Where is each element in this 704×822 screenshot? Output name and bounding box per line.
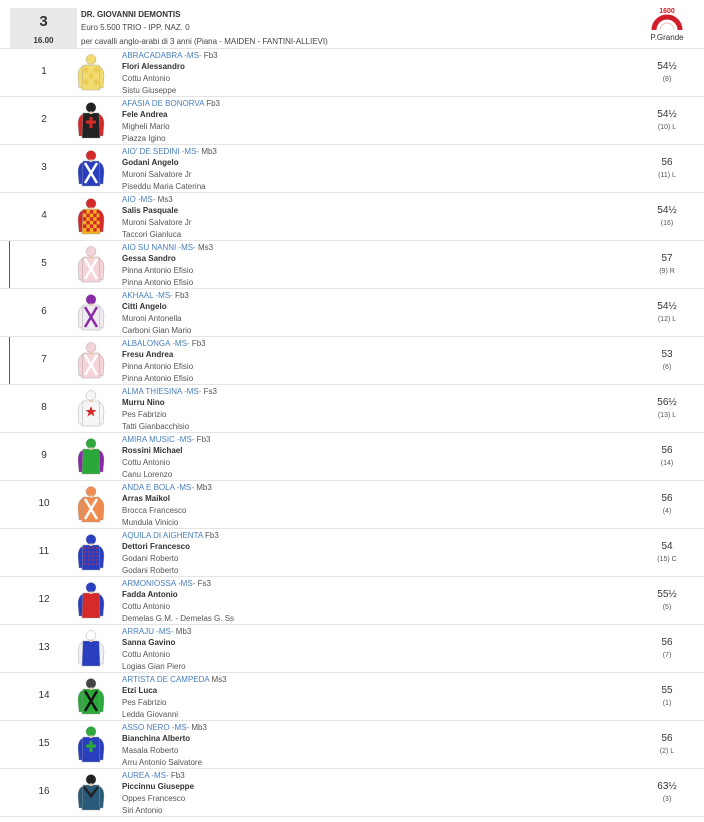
runner-row[interactable] xyxy=(0,192,704,240)
jockey-silk-icon xyxy=(76,484,106,524)
jockey-silk-icon xyxy=(76,532,106,572)
runner-row[interactable] xyxy=(0,576,704,624)
jockey-silk-icon xyxy=(76,292,106,332)
jockey-name: Fadda Antonio xyxy=(122,590,178,599)
runner-draw: (7) xyxy=(662,652,672,659)
horse-name[interactable]: ARRAJU -MS- xyxy=(122,627,174,636)
horse-sex-age: Fb3 xyxy=(201,51,218,60)
runner-row[interactable] xyxy=(0,768,704,817)
runner-weight: 56 xyxy=(661,637,673,648)
owner-name: Siri Antonio xyxy=(122,806,163,815)
owner-name: Piseddu Maria Caterina xyxy=(122,182,206,191)
runner-row[interactable] xyxy=(0,432,704,480)
jockey-name: Salis Pasquale xyxy=(122,206,179,215)
jockey-name: Bianchina Alberto xyxy=(122,734,191,743)
jockey-silk-icon xyxy=(76,772,106,812)
horse-name-link[interactable] xyxy=(122,627,191,637)
horse-sex-age: Fs3 xyxy=(201,387,217,396)
trainer-name: Pinna Antonio Efisio xyxy=(122,266,194,275)
jockey-name: Piccinnu Giuseppe xyxy=(122,782,195,791)
owner-name: Demelas G.M. - Demelas G. Ss xyxy=(122,614,235,623)
jockey-name: Gessa Sandro xyxy=(122,254,176,263)
runner-draw: (13) L xyxy=(657,412,677,419)
horse-name-link[interactable] xyxy=(122,435,210,445)
trainer-name: Cottu Antonio xyxy=(122,650,171,659)
trainer-name: Oppes Francesco xyxy=(122,794,186,803)
race-prize: Euro 5.500 TRIO - IPP. NAZ. 0 xyxy=(81,23,190,32)
horse-name-link[interactable] xyxy=(122,243,213,253)
race-header xyxy=(0,0,704,48)
horse-name-link[interactable] xyxy=(122,99,220,109)
jockey-silk-icon xyxy=(76,676,106,716)
horse-sex-age: Mb3 xyxy=(173,627,192,636)
runner-draw: (1) xyxy=(662,700,672,707)
runner-draw: (12) L xyxy=(657,316,677,323)
jockey-name: Rossini Michael xyxy=(122,446,183,455)
trainer-name: Pes Fabrizio xyxy=(122,698,167,707)
horse-sex-age: Ms3 xyxy=(155,195,173,204)
owner-name: Tatti Gianbacchisio xyxy=(122,422,190,431)
horse-name-link[interactable] xyxy=(122,195,173,205)
runner-number: 15 xyxy=(38,738,50,749)
trainer-name: Muroni Antonella xyxy=(122,314,182,323)
race-time: 16.00 xyxy=(33,36,54,45)
horse-name-link[interactable] xyxy=(122,771,185,781)
horse-sex-age: Ms3 xyxy=(209,675,227,684)
trainer-name: Muroni Salvatore Jr xyxy=(122,218,192,227)
runner-draw: (6) xyxy=(662,364,672,371)
trainer-name: Cottu Antonio xyxy=(122,602,171,611)
runner-row[interactable] xyxy=(0,384,704,432)
trainer-name: Pinna Antonio Efisio xyxy=(122,362,194,371)
runner-weight: 54 xyxy=(661,541,673,552)
runner-number: 13 xyxy=(38,642,50,653)
runner-draw: (4) xyxy=(662,508,672,515)
trainer-name: Cottu Antonio xyxy=(122,74,171,83)
horse-name[interactable]: ANDA E BOLA -MS- xyxy=(122,483,195,492)
jockey-name: Etzi Luca xyxy=(122,686,158,695)
jockey-silk-icon xyxy=(76,436,106,476)
runner-number: 14 xyxy=(38,690,50,701)
horse-sex-age: Fs3 xyxy=(195,579,211,588)
horse-name[interactable]: AIO -MS- xyxy=(122,195,156,204)
horse-name-link[interactable] xyxy=(122,579,211,589)
trainer-name: Migheli Mario xyxy=(122,122,170,131)
horse-name[interactable]: AKHAAL -MS- xyxy=(122,291,173,300)
runner-draw: (15) C xyxy=(657,556,677,563)
horse-name[interactable]: AQUILA DI AIGHENTA xyxy=(122,531,203,540)
jockey-silk-icon xyxy=(76,148,106,188)
runner-draw: (11) L xyxy=(658,172,676,179)
runner-number: 1 xyxy=(41,66,47,77)
track-label: P.Grande xyxy=(650,33,684,42)
owner-name: Taccori Gianluca xyxy=(122,230,182,239)
jockey-silk-icon xyxy=(76,580,106,620)
trainer-name: Brocca Francesco xyxy=(122,506,187,515)
horse-name-link[interactable] xyxy=(122,387,217,397)
runner-number: 6 xyxy=(41,306,47,317)
jockey-name: Flori Alessandro xyxy=(122,62,185,71)
owner-name: Sistu Giuseppe xyxy=(122,86,177,95)
track-distance: 1600 xyxy=(659,8,675,15)
runner-row[interactable] xyxy=(0,528,704,576)
runner-row[interactable] xyxy=(0,480,704,528)
runner-draw: (8) xyxy=(662,76,672,83)
runner-weight: 54½ xyxy=(657,61,677,72)
runner-number: 12 xyxy=(38,594,50,605)
runner-draw: (10) L xyxy=(657,124,677,131)
trainer-name: Cottu Antonio xyxy=(122,458,171,467)
runner-row[interactable] xyxy=(0,144,704,192)
jockey-silk-icon xyxy=(76,340,106,380)
race-title: DR. GIOVANNI DEMONTIS xyxy=(81,10,181,19)
jockey-silk-icon xyxy=(76,52,106,92)
horse-name-link[interactable] xyxy=(122,531,219,541)
runner-row[interactable] xyxy=(0,288,704,336)
race-number-box xyxy=(10,8,77,48)
horse-sex-age: Fb3 xyxy=(172,291,189,300)
runner-weight: 63½ xyxy=(657,781,677,792)
runner-row[interactable] xyxy=(0,336,704,384)
runner-weight: 56 xyxy=(661,733,673,744)
owner-name: Logias Gian Piero xyxy=(122,662,186,671)
owner-name: Godani Roberto xyxy=(122,566,179,575)
owner-name: Pinna Antonio Efisio xyxy=(122,278,194,287)
jockey-name: Arras Maikol xyxy=(122,494,171,503)
horse-name[interactable]: AMIRA MUSIC -MS- xyxy=(122,435,195,444)
runner-draw: (16) xyxy=(660,220,674,227)
runner-draw: (14) xyxy=(660,460,674,467)
runner-row[interactable] xyxy=(0,48,704,96)
horse-name[interactable]: AFASIA DE BONORVA xyxy=(122,99,204,108)
runner-number: 8 xyxy=(41,402,47,413)
runner-number: 4 xyxy=(41,210,47,221)
runner-number: 5 xyxy=(41,258,47,269)
horse-sex-age: Mb3 xyxy=(199,147,217,156)
horse-name[interactable]: ARTISTA DE CAMPEDA xyxy=(122,675,210,684)
runner-weight: 54½ xyxy=(657,205,677,216)
jockey-name: Fele Andrea xyxy=(122,110,168,119)
runner-weight: 56½ xyxy=(657,397,677,408)
horse-name[interactable]: ALBALONGA -MS- xyxy=(122,339,190,348)
runner-weight: 53 xyxy=(661,349,673,360)
trainer-name: Masala Roberto xyxy=(122,746,179,755)
horse-sex-age: Ms3 xyxy=(195,243,214,252)
runner-number: 16 xyxy=(38,786,50,797)
jockey-silk-icon xyxy=(76,244,106,284)
runner-weight: 56 xyxy=(661,157,673,168)
owner-name: Ledda Giovanni xyxy=(122,710,179,719)
horse-sex-age: Fb3 xyxy=(168,771,185,780)
horse-name[interactable]: ABRACADABRA -MS- xyxy=(122,51,202,60)
runner-row[interactable] xyxy=(0,720,704,768)
owner-name: Arru Antonio Salvatore xyxy=(122,758,203,767)
runner-weight: 55 xyxy=(661,685,673,696)
jockey-silk-icon xyxy=(76,628,106,668)
jockey-name: Sanna Gavino xyxy=(122,638,176,647)
owner-name: Carboni Gian Mario xyxy=(122,326,192,335)
jockey-name: Dettori Francesco xyxy=(122,542,191,551)
runner-draw: (3) xyxy=(662,796,672,803)
runner-draw: (9) R xyxy=(659,268,675,275)
horse-name[interactable]: AIO SU NANNI -MS- xyxy=(122,243,196,252)
runner-draw: (5) xyxy=(662,604,672,611)
race-description: per cavalli anglo-arabi di 3 anni (Piana - MAIDEN - FANTINI-ALLIEVI) xyxy=(81,37,328,46)
horse-sex-age: Mb3 xyxy=(189,723,207,732)
horse-name-link[interactable] xyxy=(122,147,217,157)
horse-name-link[interactable] xyxy=(122,51,218,61)
owner-name: Pinna Antonio Efisio xyxy=(122,374,194,383)
horse-name[interactable]: ASSO NERO -MS- xyxy=(122,723,190,732)
horse-sex-age: Fb3 xyxy=(203,99,220,108)
runner-weight: 54½ xyxy=(657,301,677,312)
runner-row[interactable] xyxy=(0,96,704,144)
horse-name[interactable]: ALMA THIESINA -MS- xyxy=(122,387,202,396)
jockey-name: Fresu Andrea xyxy=(122,350,174,359)
horse-sex-age: Mb3 xyxy=(194,483,212,492)
runner-weight: 56 xyxy=(661,493,673,504)
jockey-name: Citti Angelo xyxy=(122,302,167,311)
runner-number: 2 xyxy=(41,114,47,125)
runner-number: 9 xyxy=(41,450,47,461)
horse-name-link[interactable] xyxy=(122,675,227,685)
runner-number: 10 xyxy=(38,498,50,509)
runner-weight: 55½ xyxy=(657,589,677,600)
trainer-name: Godani Roberto xyxy=(122,554,179,563)
horse-sex-age: Fb3 xyxy=(189,339,206,348)
runner-number: 3 xyxy=(41,162,47,173)
horse-name-link[interactable] xyxy=(122,339,206,349)
jockey-name: Godani Angelo xyxy=(122,158,179,167)
track-indicator xyxy=(648,6,686,43)
horse-name-link[interactable] xyxy=(122,723,207,733)
trainer-name: Muroni Salvatore Jr xyxy=(122,170,192,179)
owner-name: Canu Lorenzo xyxy=(122,470,173,479)
jockey-silk-icon xyxy=(76,100,106,140)
jockey-silk-icon xyxy=(76,724,106,764)
runner-number: 7 xyxy=(41,354,47,365)
runner-row[interactable] xyxy=(0,624,704,672)
runner-row[interactable] xyxy=(0,672,704,720)
horse-name-link[interactable] xyxy=(122,483,212,493)
owner-name: Piazza Igino xyxy=(122,134,166,143)
horse-name-link[interactable] xyxy=(122,291,189,301)
jockey-silk-icon xyxy=(76,388,106,428)
runner-list xyxy=(0,48,704,817)
trainer-name: Pes Fabrizio xyxy=(122,410,167,419)
horse-name[interactable]: AIO' DE SEDINI -MS- xyxy=(122,147,200,156)
race-number: 3 xyxy=(39,13,48,30)
horse-name[interactable]: ARMONIOSSA -MS- xyxy=(122,579,196,588)
horse-name[interactable]: AUREA -MS- xyxy=(122,771,169,780)
owner-name: Mundula Vinicio xyxy=(122,518,179,527)
runner-row[interactable] xyxy=(0,240,704,288)
runner-number: 11 xyxy=(38,546,50,557)
runner-weight: 57 xyxy=(661,253,673,264)
jockey-silk-icon xyxy=(76,196,106,236)
runner-weight: 56 xyxy=(661,445,673,456)
horse-sex-age: Fb3 xyxy=(194,435,211,444)
runner-draw: (2) L xyxy=(659,748,675,755)
horse-sex-age: Fb3 xyxy=(202,531,219,540)
runner-weight: 54½ xyxy=(657,109,677,120)
jockey-name: Murru Nino xyxy=(122,398,165,407)
